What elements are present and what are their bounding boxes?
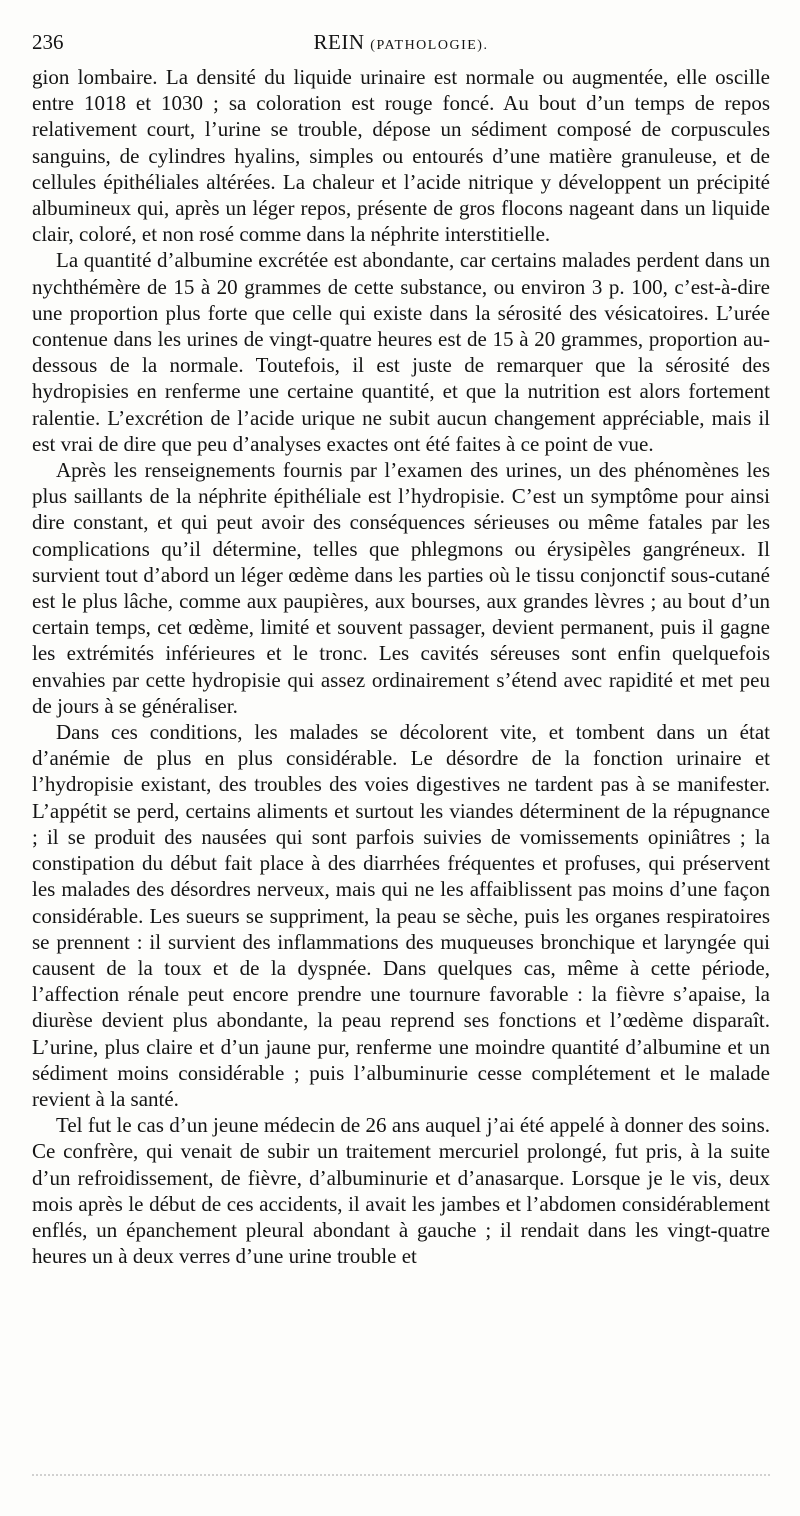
running-head-title: REIN — [313, 30, 365, 54]
page-body — [32, 64, 770, 1269]
paragraph: Après les renseignements fournis par l’examen des urines, un des phénomènes les plus saillants de la néphrite épithéliale est l’hydropisie. C’est un symptôme pour ainsi dire constant, et qui peut avoir des conséquences sérieuses ou même fatales par les complications qu’il détermine, telles que phlegmons ou érysipèles gangréneux. Il survient tout d’abord un léger œdème dans les parties où le tissu conjonctif sous-cutané est le plus lâche, comme aux paupières, aux bourses, aux grandes lèvres ; au bout d’un certain temps, cet œdème, limité et souvent passager, devient permanent, puis il gagne les extrémités inférieures et le tronc. Les cavités séreuses sont enfin quelquefois envahies par cette hydropisie qui assez ordinairement s’étend avec rapidité et met peu de jours à se généraliser. — [32, 458, 770, 718]
running-head-subtitle: (PATHOLOGIE). — [370, 38, 489, 53]
page-number: 236 — [32, 30, 64, 54]
paragraph: Dans ces conditions, les malades se décolorent vite, et tombent dans un état d’anémie de plus en plus considérable. Le désordre de la fonction urinaire et l’hydropisie existant, des troubles des voies digestives ne tardent pas à se manifester. L’appétit se perd, certains aliments et surtout les viandes déterminent de la répugnance ; il se produit des nausées qui sont parfois suivies de vomissements opiniâtres ; la constipation du début fait place à des diarrhées fréquentes et profuses, qui préservent les malades des désordres nerveux, mais qui ne les affaiblissent pas moins d’une façon considérable. Les sueurs se suppriment, la peau se sèche, puis les organes respiratoires se prennent : il survient des inflammations des muqueuses bronchique et laryngée qui causent de la toux et de la dyspnée. Dans quelques cas, même à cette période, l’affection rénale peut encore prendre une tournure favorable : la fièvre s’apaise, la diurèse devient plus abondante, la peau reprend ses fonctions et l’œdème disparaît. L’urine, plus claire et d’un jaune pur, renferme une moindre quantité d’albumine et un sédiment moins considérable ; puis l’albuminurie cesse complétement et le malade revient à la santé. — [32, 720, 770, 1111]
paragraph: gion lombaire. La densité du liquide urinaire est normale ou augmentée, elle oscille entre 1018 et 1030 ; sa coloration est rouge foncé. Au bout d’un temps de repos relativement court, l’urine se trouble, dépose un sédiment composé de corpuscules sanguins, de cylindres hyalins, simples ou entourés d’une matière granuleuse, et de cellules épithéliales altérées. La chaleur et l’acide nitrique y développent un précipité albumineux qui, après un léger repos, présente de gros flocons nageant dans un liquide clair, coloré, et non rosé comme dans la néphrite interstitielle. — [32, 65, 770, 247]
paragraph: Tel fut le cas d’un jeune médecin de 26 ans auquel j’ai été appelé à donner des soins. Ce confrère, qui venait de subir un traitement mercuriel prolongé, fut pris, à la suite d’un refroidissement, de fièvre, d’albuminurie et d’anasarque. Lorsque je le vis, deux mois après le début de ces accidents, il avait les jambes et l’abdomen considérablement enflés, un épanchement pleural abondant à gauche ; il rendait dans les vingt-quatre heures un à deux verres d’une urine trouble et — [32, 1113, 770, 1269]
page-header — [32, 24, 770, 64]
print-artifact-dots — [32, 1474, 770, 1480]
paragraph: La quantité d’albumine excrétée est abondante, car certains malades perdent dans un nychthémère de 15 à 20 grammes de cette substance, ou environ 3 p. 100, c’est-à-dire une proportion plus forte que celle qui existe dans la sérosité des vésicatoires. L’urée contenue dans les urines de vingt-quatre heures est de 15 à 20 grammes, proportion au-dessous de la normale. Toutefois, il est juste de remarquer que la sérosité des hydropisies en renferme une certaine quantité, et que la nutrition est alors fortement ralentie. L’excrétion de l’acide urique ne subit aucun changement appréciable, mais il est vrai de dire que peu d’analyses exactes ont été faites à ce point de vue. — [32, 248, 770, 456]
running-head — [32, 30, 770, 55]
